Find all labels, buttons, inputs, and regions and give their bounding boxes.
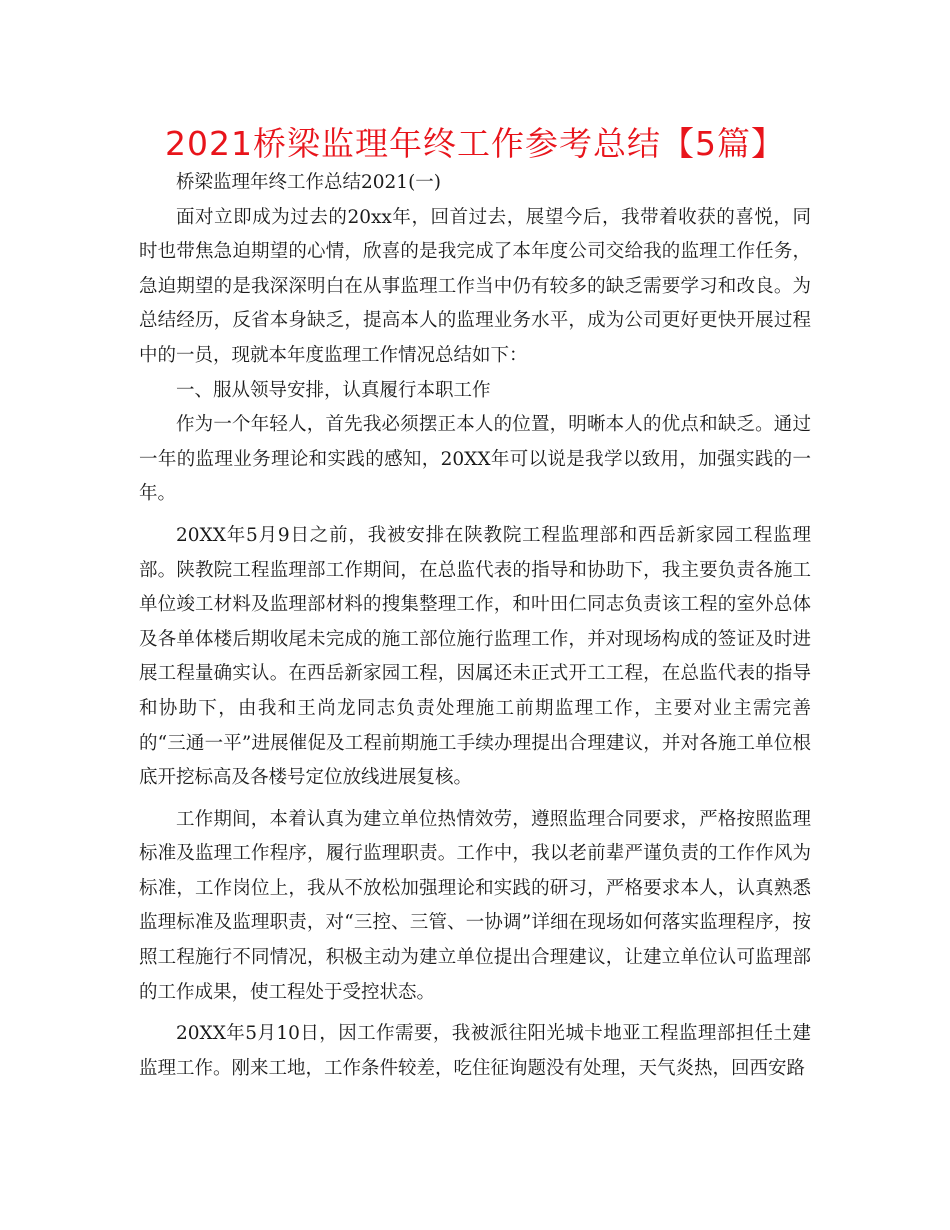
document-body (139, 166, 811, 1086)
document-title: 2021桥梁监理年终工作参考总结【5篇】 (165, 124, 785, 163)
section-heading: 桥梁监理年终工作总结2021(一) (176, 172, 442, 193)
paragraph: 作为一个年轻人，首先我必须摆正本人的位置，明晰本人的优点和缺乏。通过一年的监理业务理论和实践的感知，20XX年可以说是我学以致用，加强实践的一年。 (139, 414, 811, 505)
paragraph: 面对立即成为过去的20xx年，回首过去，展望今后，我带着收获的喜悦，同时也带焦急迫期望的心情，欣喜的是我完成了本年度公司交给我的监理工作任务，急迫期望的是我深深明白在从事监理工作当中仍有较多的缺乏需要学习和改良。为总结经历，反省本身缺乏，提高本人的监理业务水平，成为公司更好更快开展过程中的一员，现就本年度监理工作情况总结如下： (139, 206, 811, 366)
paragraph: 20XX年5月10日，因工作需要，我被派往阳光城卡地亚工程监理部担任土建监理工作。刚来工地，工作条件较差，吃住征询题没有处理，天气炎热，回西安路 (139, 1023, 811, 1079)
paragraph: 工作期间，本着认真为建立单位热情效劳，遵照监理合同要求，严格按照监理标准及监理工作程序，履行监理职责。工作中，我以老前辈严谨负责的工作作风为标准，工作岗位上，我从不放松加强理论和实践的研习，严格要求本人，认真熟悉监理标准及监理职责，对“三控、三管、一协调”详细在现场如何落实监理程序，按照工程施行不同情况，积极主动为建立单位提出合理建议，让建立单位认可监理部的工作成果，使工程处于受控状态。 (139, 808, 811, 1003)
section-heading: 一、服从领导安排，认真履行本职工作 (176, 379, 491, 401)
paragraph: 20XX年5月9日之前，我被安排在陕教院工程监理部和西岳新家园工程监理部。陕教院工程监理部工作期间，在总监代表的指导和协助下，我主要负责各施工单位竣工材料及监理部材料的搜集整理工作，和叶田仁同志负责该工程的室外总体及各单体楼后期收尾未完成的施工部位施行监理工作，并对现场构成的签证及时进展工程量确实认。在西岳新家园工程，因属还未正式开工工程，在总监代表的指导和协助下，由我和王尚龙同志负责处理施工前期监理工作，主要对业主需完善的“三通一平”进展催促及工程前期施工手续办理提出合理建议，并对各施工单位根底开挖标高及各楼号定位放线进展复核。 (139, 524, 811, 789)
